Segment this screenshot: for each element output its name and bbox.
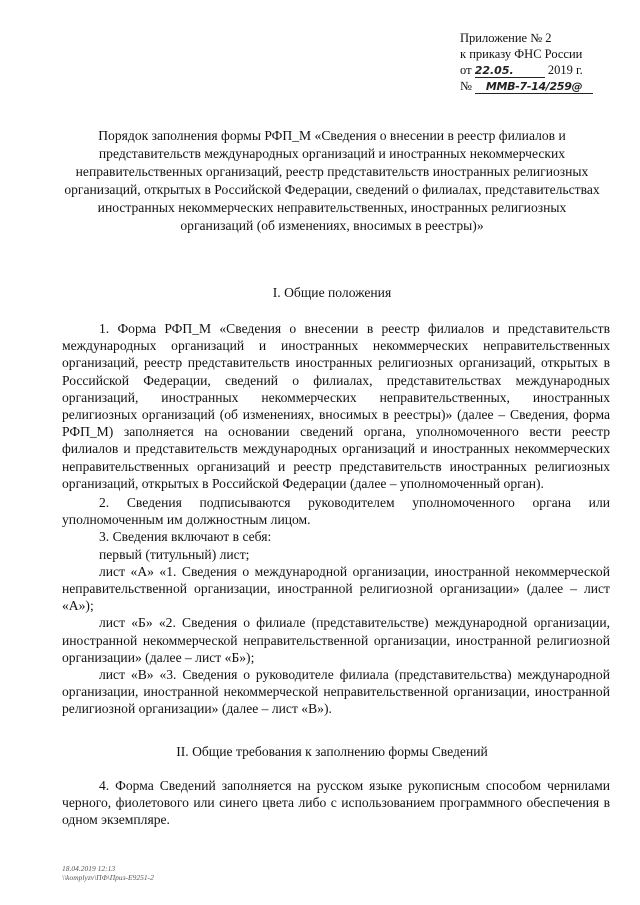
number-prefix: № xyxy=(460,79,472,93)
appendix-order: к приказу ФНС России xyxy=(460,47,583,61)
appendix-block xyxy=(460,30,630,94)
footer-timestamp: 18.04.2019 12:13 xyxy=(62,864,116,873)
paragraph-3: 3. Сведения включают в себя: xyxy=(99,529,272,545)
list-item-sheet-b: лист «Б» «2. Сведения о филиале (представительстве) международной организации, иностранной некоммерческой неправительственной организации, иностранной религиозной организации» (далее – лист «Б»); xyxy=(62,615,610,665)
footer-stamp xyxy=(62,864,154,882)
paragraph-4: 4. Форма Сведений заполняется на русском языке рукописным способом чернилами черного, фиолетового или синего цвета либо с использованием программного обеспечения в одном экземпляре. xyxy=(62,778,610,828)
paragraph-2: 2. Сведения подписываются руководителем уполномоченного органа или уполномоченным им должностным лицом. xyxy=(62,495,610,528)
section-heading-1: I. Общие положения xyxy=(272,285,392,300)
date-day-handwritten: 22.05. xyxy=(474,64,514,77)
date-year: 2019 г. xyxy=(547,63,583,77)
list-item-sheet-a: лист «А» «1. Сведения о международной организации, иностранной некоммерческой неправительственной организации, иностранной религиозной организации» (далее – лист «А»); xyxy=(62,563,610,614)
section-heading-2: II. Общие требования к заполнению формы Сведений xyxy=(176,744,488,759)
order-number-handwritten: ММВ-7-14/259@ xyxy=(475,81,593,94)
appendix-number xyxy=(460,78,630,94)
section-2-body xyxy=(62,777,610,829)
appendix-date xyxy=(460,62,630,78)
date-prefix: от xyxy=(460,63,472,77)
paragraph-1: 1. Форма РФП_М «Сведения о внесении в реестр филиалов и представительств международных организаций и иностранных некоммерческих неправительственных организаций, реестр представительств иностранных религиозных организаций, открытых в Российской Федерации, сведений о филиалах, представительствах международных организаций, иностранных некоммерческих неправительственных, иностранных религиозных организаций (об изменениях, вносимых в реестры)» (далее – Сведения, форма РФП_М) заполняется на основании сведений органа, уполномоченного вести реестр филиалов и представительств международных организаций и иностранных некоммерческих неправительственных организаций и реестр представительств иностранных религиозных организаций, открытых в Российской Федерации (далее – уполномоченный орган). xyxy=(62,321,610,491)
list-item-sheet-v: лист «В» «3. Сведения о руководителе филиала (представительства) международной организации, иностранной некоммерческой неправительственной организации, иностранной религиозной организации» (далее – лист «В»). xyxy=(62,667,610,717)
section-1-body xyxy=(62,320,610,718)
date-month-blank xyxy=(505,65,545,78)
appendix-title: Приложение № 2 xyxy=(460,31,552,45)
footer-file-path: \\komplyzv\ПФ\Приз-E9251-2 xyxy=(62,873,154,882)
list-item-title-sheet: первый (титульный) лист; xyxy=(99,546,250,562)
document-title: Порядок заполнения формы РФП_М «Сведения о внесении в реестр филиалов и представительств международных организаций и иностранных некоммерческих неправительственных организаций, реестр представительств иностранных религиозных организаций, открытых в Российской Федерации, сведений о филиалах, представительствах иностранных некоммерческих неправительственных, иностранных религиозных организаций (об изменениях, вносимых в реестры)» xyxy=(64,128,600,233)
